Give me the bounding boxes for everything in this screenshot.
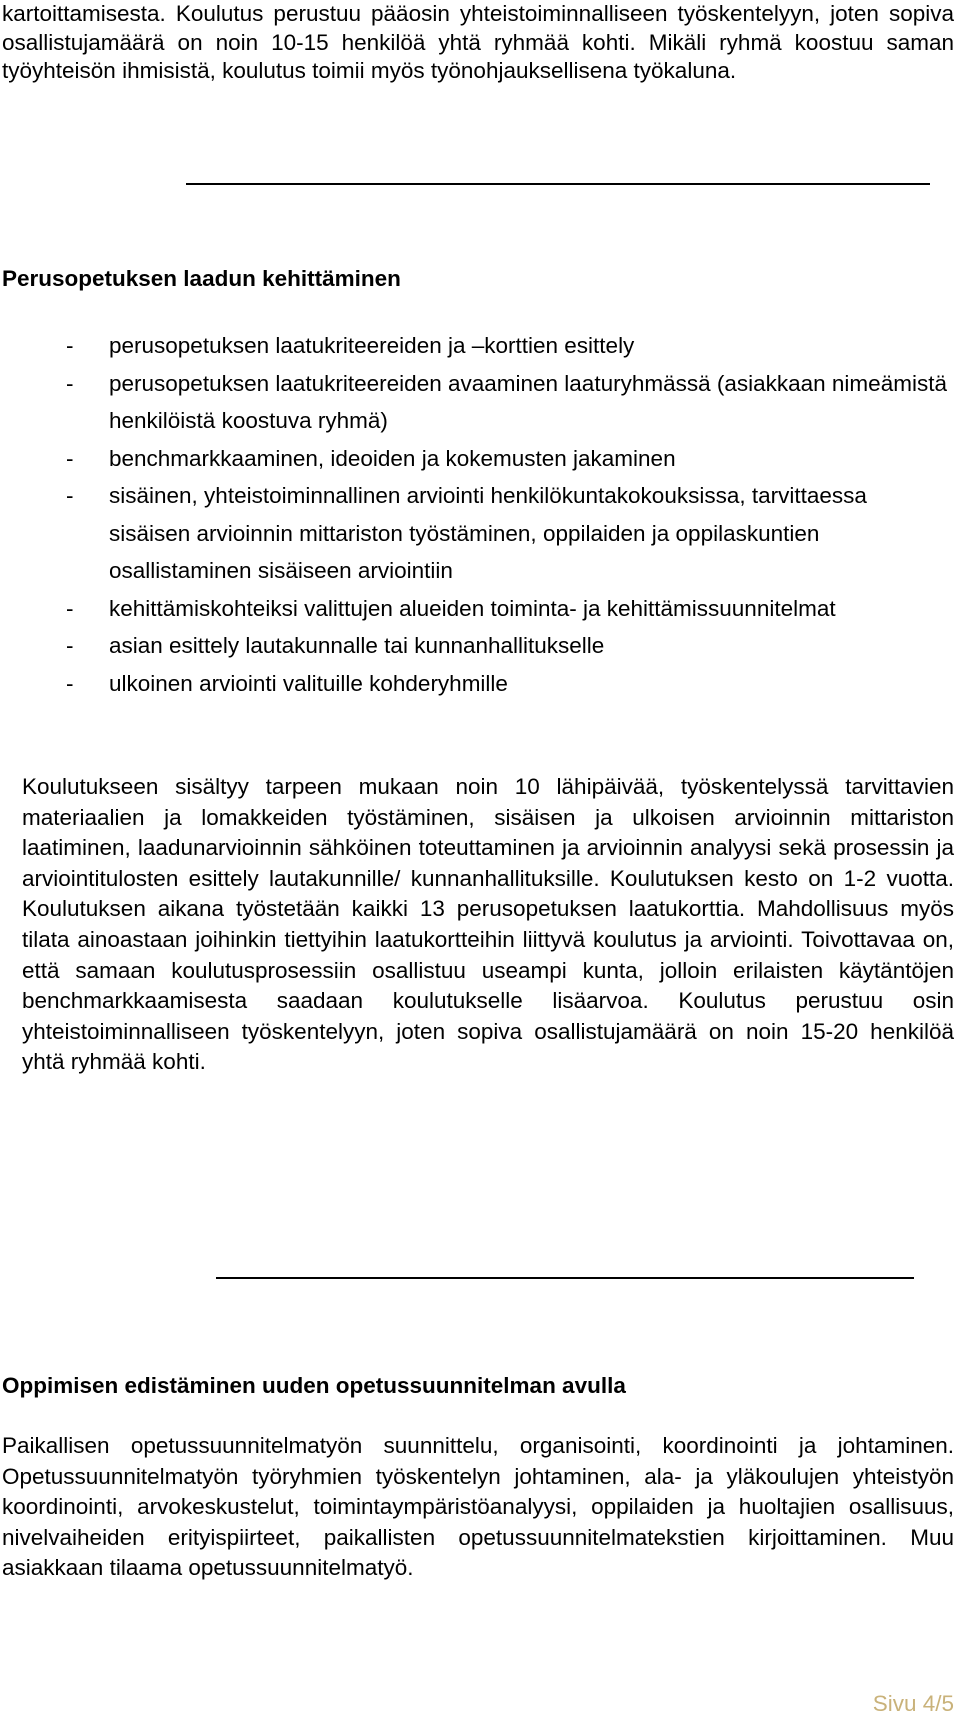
section-heading: Oppimisen edistäminen uuden opetussuunnitelman avulla: [2, 1373, 626, 1398]
list-item: [0, 665, 950, 703]
list-item: [0, 365, 950, 440]
section-heading: Perusopetuksen laadun kehittäminen: [2, 266, 401, 291]
bullet-dash: -: [66, 483, 74, 508]
section-divider: [216, 1277, 914, 1279]
bullet-dash: -: [66, 595, 74, 621]
list-item: [0, 440, 950, 478]
list-item-text: asian esittely lautakunnalle tai kunnanhallitukselle: [109, 633, 605, 658]
bullet-dash: -: [66, 333, 74, 358]
list-item-text: benchmarkkaaminen, ideoiden ja kokemusten jakaminen: [109, 445, 676, 471]
bullet-list: [0, 327, 950, 702]
bullet-dash: -: [66, 370, 74, 396]
section-paragraph: Paikallisen opetussuunnitelmatyön suunnittelu, organisointi, koordinointi ja johtaminen. Opetussuunnitelmatyön työryhmien työskentelyn johtaminen, ala- ja yläkoulujen yhteistyön koordinointi, arvokeskustelut, toimintaympäristöanalyysi, oppilaiden ja huoltajien osallisuus, nivelvaiheiden erityispiirteet, paikallisten opetussuunnitelmatekstien kirjoittaminen. Muu asiakkaan tilaama opetussuunnitelmatyö.: [2, 1433, 954, 1581]
list-item-text: sisäinen, yhteistoiminnallinen arviointi henkilökuntakokouksissa, tarvittaessa sisäisen arvioinnin mittariston työstäminen, oppilaiden ja oppilaskuntien osallistaminen sisäiseen arviointiin: [109, 483, 867, 583]
list-item: [0, 327, 950, 365]
list-item-text: kehittämiskohteiksi valittujen alueiden toiminta- ja kehittämissuunnitelmat: [109, 595, 836, 621]
list-item: [0, 477, 950, 590]
list-item: [0, 590, 950, 628]
page-number: Sivu 4/5: [872, 1691, 954, 1716]
section-paragraph: Koulutukseen sisältyy tarpeen mukaan noin 10 lähipäivää, työskentelyssä tarvittavien materiaalien ja lomakkeiden työstäminen, sisäisen ja ulkoisen arvioinnin mittariston laatiminen, laadunarvioinnin sähköinen toteuttaminen ja arvioinnin analyysi sekä prosessin ja arviointitulosten esittely lautakunnille/ kunnanhallituksille. Koulutuksen kesto on 1-2 vuotta. Koulutuksen aikana työstetään kaikki 13 perusopetuksen laatukorttia. Mahdollisuus myös tilata ainoastaan joihinkin tiettyihin laatukortteihin liittyvä koulutus ja arviointi. Toivottavaa on, että samaan koulutusprosessiin osallistuu useampi kunta, jolloin erilaisten käytäntöjen benchmarkkaamisesta saadaan koulutukselle lisäarvoa. Koulutus perustuu osin yhteistoiminnalliseen työskentelyyn, joten sopiva osallistujamäärä on noin 15-20 henkilöä yhtä ryhmää kohti.: [22, 774, 954, 1075]
bullet-dash: -: [66, 445, 74, 471]
list-item-text: perusopetuksen laatukriteereiden avaaminen laaturyhmässä (asiakkaan nimeämistä henkilöistä koostuva ryhmä): [109, 370, 947, 433]
bullet-dash: -: [66, 670, 74, 696]
list-item: [0, 627, 950, 665]
intro-paragraph: kartoittamisesta. Koulutus perustuu pääosin yhteistoiminnalliseen työskentelyyn, joten sopiva osallistujamäärä on noin 10-15 henkilöä yhtä ryhmää kohti. Mikäli ryhmä koostuu saman työyhteisön ihmisistä, koulutus toimii myös työnohjauksellisena työkaluna.: [2, 1, 954, 83]
section-divider: [186, 183, 930, 185]
bullet-dash: -: [66, 633, 74, 658]
list-item-text: ulkoinen arviointi valituille kohderyhmille: [109, 670, 508, 696]
list-item-text: perusopetuksen laatukriteereiden ja –korttien esittely: [109, 333, 635, 358]
